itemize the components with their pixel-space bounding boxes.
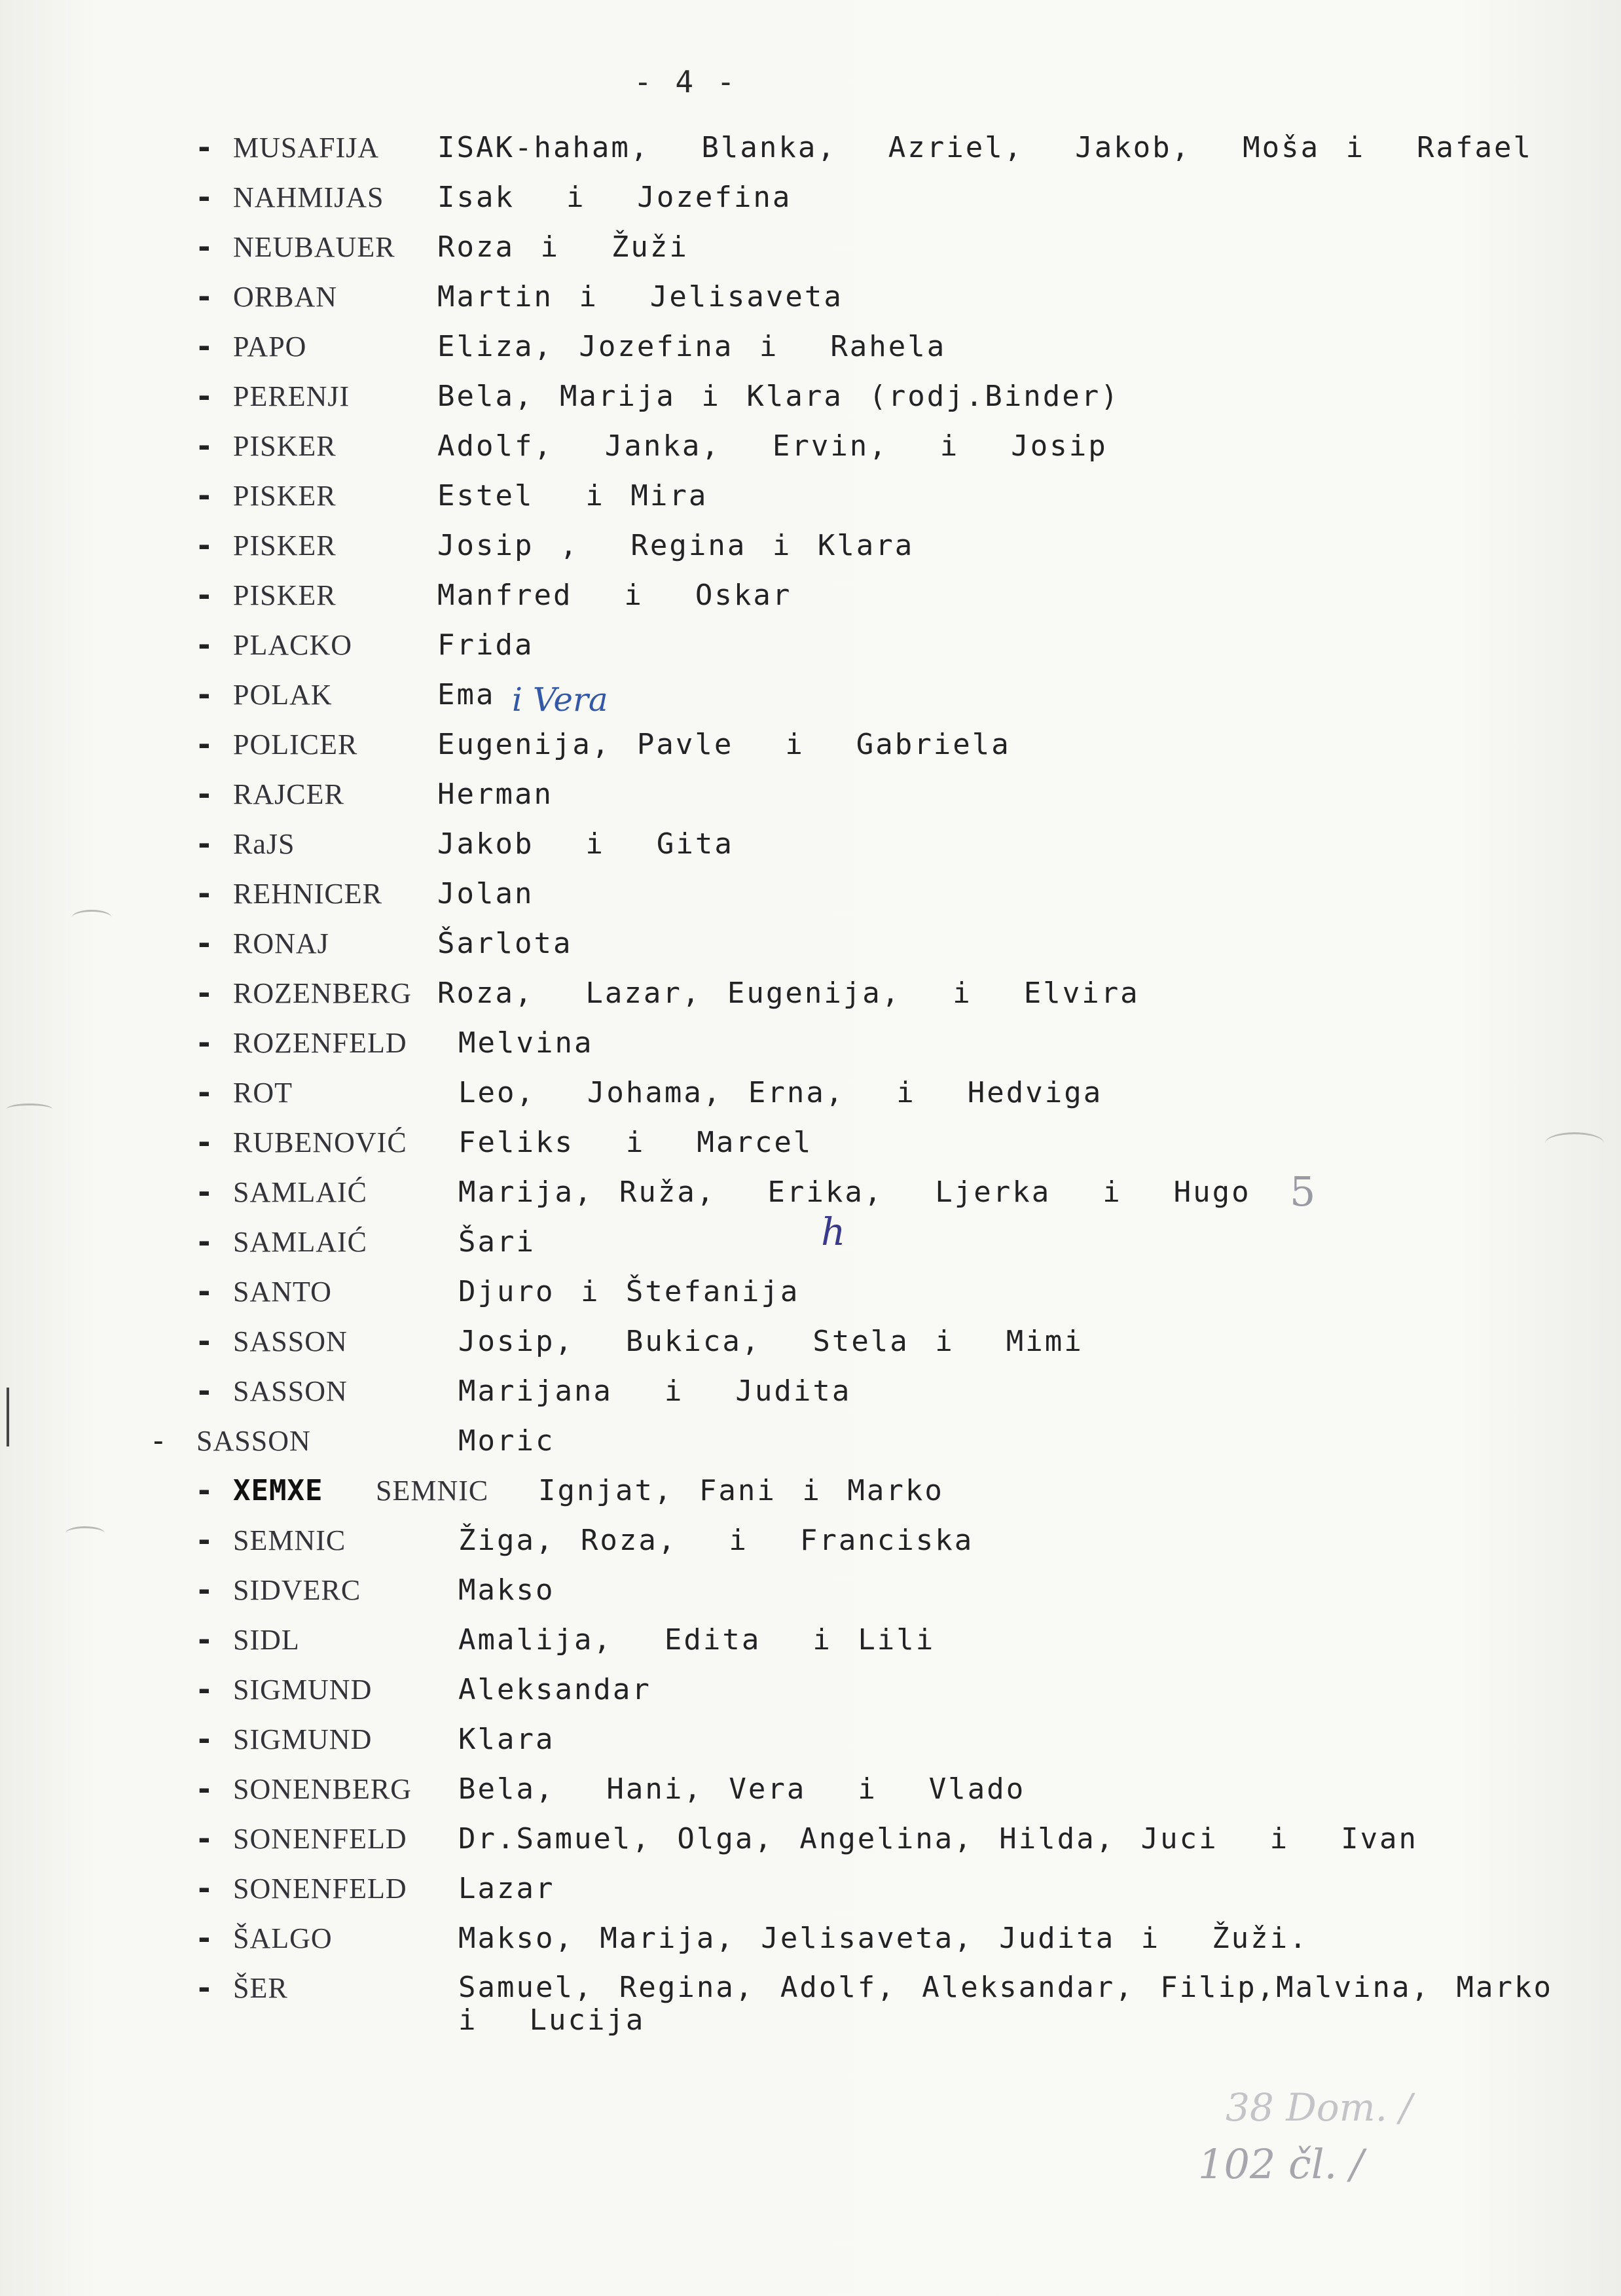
entry-surname: NEUBAUER xyxy=(233,231,395,263)
entry-surname: POLAK xyxy=(233,679,333,711)
entry-surname: SONENFELD xyxy=(233,1823,407,1855)
list-entry xyxy=(0,1124,1621,1172)
entry-dash: - xyxy=(195,975,213,1011)
entry-dash: - xyxy=(195,876,213,911)
entry-given-names: Melvina xyxy=(458,1026,594,1060)
entry-given-names: Klara xyxy=(458,1723,555,1756)
entry-surname: NAHMIJAS xyxy=(233,181,384,213)
entry-given-names: Jolan xyxy=(437,877,534,910)
entry-dash: - xyxy=(195,428,213,463)
entry-dash: - xyxy=(195,1025,213,1060)
entry-dash: - xyxy=(195,1274,213,1309)
entry-given-names: Moric xyxy=(458,1424,555,1458)
list-entry xyxy=(0,378,1621,425)
entry-surname: REHNICER xyxy=(233,878,382,910)
entry-surname: SIDVERC xyxy=(233,1574,361,1606)
entry-given-names: Šarlota xyxy=(437,927,573,960)
entry-surname: ŠER xyxy=(233,1972,288,2004)
entry-dash: - xyxy=(195,1224,213,1259)
handwritten-margin-number: 5 xyxy=(1290,1168,1316,1215)
entry-given-names: Ema xyxy=(437,678,496,711)
list-entry xyxy=(0,1174,1621,1221)
struck-through-text: XEMXE xyxy=(233,1474,323,1507)
list-entry xyxy=(0,1473,1621,1520)
list-entry xyxy=(0,726,1621,774)
entry-surname: SANTO xyxy=(233,1276,332,1308)
entry-dash: - xyxy=(195,726,213,762)
entry-surname: SONENBERG xyxy=(233,1773,412,1805)
entry-given-names: Josip , Regina i Klara xyxy=(437,529,915,562)
entry-given-names: Dr.Samuel, Olga, Angelina, Hilda, Juci i Ivan xyxy=(458,1822,1419,1856)
list-entry xyxy=(0,975,1621,1022)
entry-dash: - xyxy=(195,1373,213,1408)
handwritten-addition: i Vera xyxy=(512,681,608,719)
entry-given-names: Manfred i Oskar xyxy=(437,579,792,612)
entry-dash: - xyxy=(195,378,213,414)
entry-given-names: Samuel, Regina, Adolf, Aleksandar, Filip,Malvina, Marko i Lucija xyxy=(458,1971,1553,2037)
entry-surname: RAJCER xyxy=(233,778,344,810)
entry-surname: SONENFELD xyxy=(233,1873,407,1905)
list-entry xyxy=(0,1423,1621,1470)
entry-dash: - xyxy=(195,1522,213,1558)
entry-dash: - xyxy=(195,1672,213,1707)
entry-surname: SIDL xyxy=(233,1624,300,1656)
entry-surname: PERENJI xyxy=(233,380,350,412)
entry-given-names: Frida xyxy=(437,628,534,662)
entry-given-names: Adolf, Janka, Ervin, i Josip xyxy=(437,429,1108,463)
entry-surname: PISKER xyxy=(233,529,337,562)
list-entry xyxy=(0,677,1621,724)
margin-mark xyxy=(7,1103,52,1115)
entry-given-names: Martin i Jelisaveta xyxy=(437,280,843,314)
entry-surname: SAMLAIĆ xyxy=(233,1226,368,1258)
list-entry xyxy=(0,478,1621,525)
list-entry xyxy=(0,826,1621,873)
entry-surname: SASSON xyxy=(233,1325,348,1357)
entry-surname: PISKER xyxy=(233,430,337,462)
entry-given-names: Roza, Lazar, Eugenija, i Elvira xyxy=(437,977,1140,1010)
list-entry xyxy=(0,1075,1621,1122)
entry-given-names: Djuro i Štefanija xyxy=(458,1275,800,1308)
entry-given-names: Makso, Marija, Jelisaveta, Judita i Žuži. xyxy=(458,1922,1309,1955)
entry-dash: - xyxy=(195,1124,213,1160)
list-entry xyxy=(0,1871,1621,1918)
page-number: - 4 - xyxy=(634,64,738,99)
entry-dash: - xyxy=(195,528,213,563)
list-entry xyxy=(0,179,1621,226)
entry-surname: ROT xyxy=(233,1077,293,1109)
handwritten-person-count: 102 čl. / xyxy=(1198,2140,1364,2188)
entry-given-names: Marija, Ruža, Erika, Ljerka i Hugo xyxy=(458,1175,1251,1209)
entry-dash: - xyxy=(195,1871,213,1906)
entry-dash: - xyxy=(195,1970,213,2005)
margin-mark xyxy=(1545,1132,1604,1154)
entry-surname: ROZENBERG xyxy=(233,977,412,1009)
entry-dash: - xyxy=(195,826,213,861)
entry-surname: SIGMUND xyxy=(233,1723,373,1755)
list-entry xyxy=(0,1920,1621,1967)
handwritten-family-count: 38 Dom. / xyxy=(1226,2085,1413,2130)
entry-dash: - xyxy=(195,1771,213,1806)
list-entry xyxy=(0,1522,1621,1570)
entry-given-names: Amalija, Edita i Lili xyxy=(458,1623,936,1657)
entry-given-names: Leo, Johama, Erna, i Hedviga xyxy=(458,1076,1103,1109)
entry-dash: - xyxy=(195,130,213,165)
list-entry xyxy=(0,1622,1621,1669)
list-entry xyxy=(0,1771,1621,1818)
entry-given-names: Eugenija, Pavle i Gabriela xyxy=(437,728,1011,761)
entry-given-names: Roza i Žuži xyxy=(437,230,689,264)
entry-dash: - xyxy=(195,776,213,812)
list-entry xyxy=(0,229,1621,276)
entry-given-names: Makso xyxy=(458,1573,555,1607)
margin-mark xyxy=(65,1526,105,1540)
entry-given-names: Herman xyxy=(437,778,553,811)
list-entry xyxy=(0,428,1621,475)
entry-given-names: Šari xyxy=(458,1225,536,1259)
entry-dash: - xyxy=(195,1622,213,1657)
entry-dash: - xyxy=(195,478,213,513)
entry-dash: - xyxy=(195,1174,213,1210)
entry-surname: PISKER xyxy=(233,579,337,611)
list-entry xyxy=(0,776,1621,823)
entry-surname: SASSON xyxy=(196,1425,311,1457)
list-entry xyxy=(0,1373,1621,1420)
entry-surname: PISKER xyxy=(233,480,337,512)
entry-dash: - xyxy=(195,1920,213,1956)
entry-dash: - xyxy=(195,627,213,662)
list-entry xyxy=(0,925,1621,973)
margin-mark xyxy=(7,1388,9,1446)
entry-given-names: Eliza, Jozefina i Rahela xyxy=(437,330,947,363)
entry-given-names: Feliks i Marcel xyxy=(458,1126,813,1159)
entry-dash: - xyxy=(195,329,213,364)
entry-surname: MUSAFIJA xyxy=(233,132,380,164)
margin-mark xyxy=(72,910,111,925)
entry-surname: RONAJ xyxy=(233,927,329,960)
entry-dash: - xyxy=(195,1821,213,1856)
list-entry xyxy=(0,1025,1621,1072)
entry-dash: - xyxy=(195,1323,213,1359)
entry-dash: - xyxy=(195,1721,213,1757)
entry-dash: - xyxy=(195,677,213,712)
list-entry xyxy=(0,1323,1621,1371)
list-entry xyxy=(0,1274,1621,1321)
entry-dash: - xyxy=(195,1572,213,1607)
entry-surname: SIGMUND xyxy=(233,1674,373,1706)
list-entry xyxy=(0,1721,1621,1768)
entry-given-names: Josip, Bukica, Stela i Mimi xyxy=(458,1325,1084,1358)
list-entry xyxy=(0,876,1621,923)
entry-given-names: Ignjat, Fani i Marko xyxy=(538,1474,944,1507)
list-entry xyxy=(0,1821,1621,1868)
entry-surname: RaJS xyxy=(233,828,295,860)
entry-given-names: Estel i Mira xyxy=(437,479,708,512)
handwritten-correction: h xyxy=(821,1210,846,1254)
entry-surname: PAPO xyxy=(233,331,307,363)
list-entry xyxy=(0,1970,1621,2055)
list-entry xyxy=(0,1572,1621,1619)
entry-given-names: Isak i Jozefina xyxy=(437,181,792,214)
entry-given-names: Bela, Marija i Klara (rodj.Binder) xyxy=(437,380,1120,413)
entry-surname: SAMLAIĆ xyxy=(233,1176,368,1208)
entry-surname: ROZENFELD xyxy=(233,1027,407,1059)
list-entry xyxy=(0,1672,1621,1719)
entry-given-names: Aleksandar xyxy=(458,1673,651,1706)
entry-dash: - xyxy=(195,229,213,264)
entry-surname: ŠALGO xyxy=(233,1922,333,1954)
list-entry xyxy=(0,1224,1621,1271)
entry-dash: - xyxy=(149,1423,168,1458)
entry-given-names: Marijana i Judita xyxy=(458,1374,852,1408)
entry-dash: - xyxy=(195,179,213,215)
list-entry xyxy=(0,627,1621,674)
entry-dash: - xyxy=(195,1075,213,1110)
entry-dash: - xyxy=(195,1473,213,1508)
entry-given-names: Lazar xyxy=(458,1872,555,1905)
entry-given-names: Jakob i Gita xyxy=(437,827,734,861)
list-entry xyxy=(0,577,1621,624)
list-entry xyxy=(0,528,1621,575)
entry-surname: RUBENOVIĆ xyxy=(233,1126,407,1158)
entry-surname: ORBAN xyxy=(233,281,338,313)
entry-surname: POLICER xyxy=(233,728,358,761)
entry-surname: SEMNIC xyxy=(376,1475,489,1507)
entry-surname: SEMNIC xyxy=(233,1524,346,1556)
list-entry xyxy=(0,130,1621,177)
entry-dash: - xyxy=(195,925,213,961)
list-entry xyxy=(0,279,1621,326)
entry-surname: PLACKO xyxy=(233,629,353,661)
list-entry xyxy=(0,329,1621,376)
entry-dash: - xyxy=(195,577,213,613)
entry-dash: - xyxy=(195,279,213,314)
entry-given-names: Bela, Hani, Vera i Vlado xyxy=(458,1772,1026,1806)
entry-given-names: Žiga, Roza, i Franciska xyxy=(458,1524,974,1557)
entry-given-names: ISAK-haham, Blanka, Azriel, Jakob, Moša i Rafael xyxy=(437,131,1533,164)
entry-surname: SASSON xyxy=(233,1375,348,1407)
